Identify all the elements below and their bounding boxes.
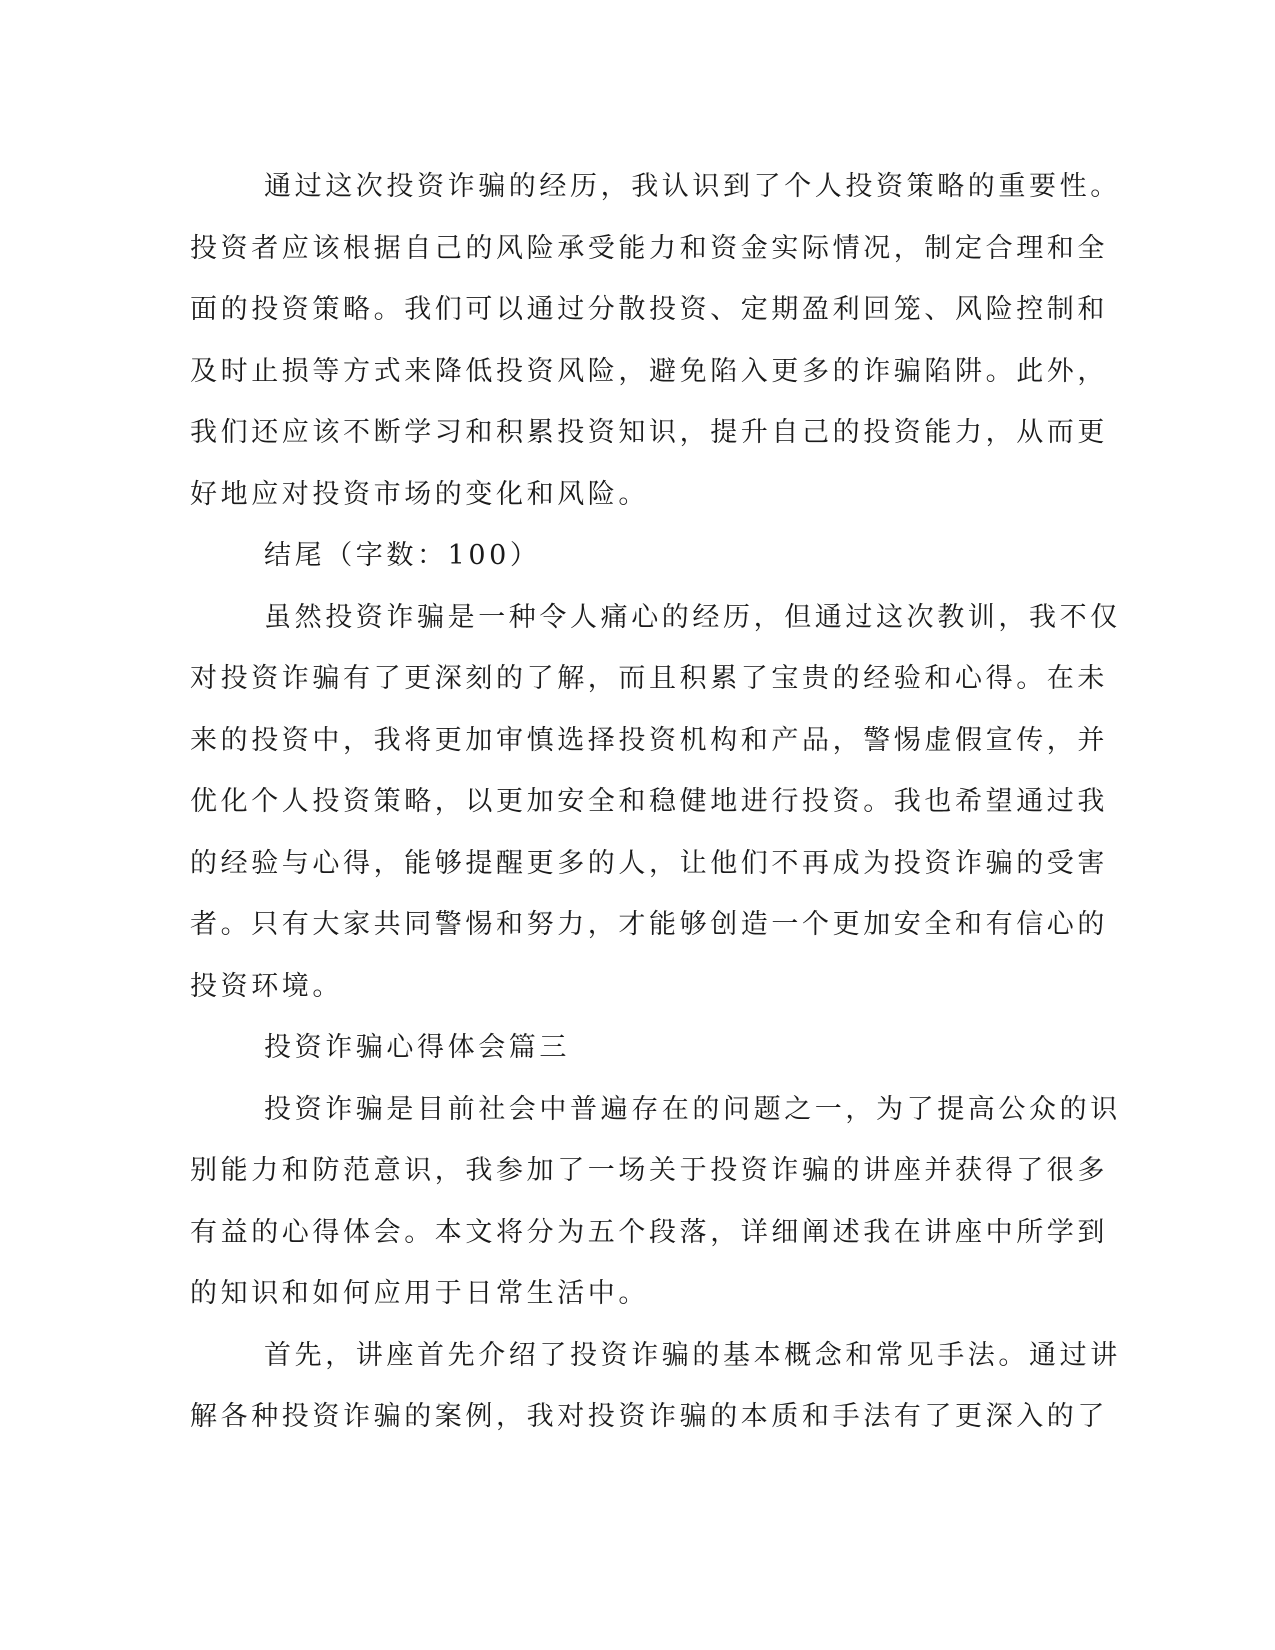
- paragraph-line: 的经验与心得，能够提醒更多的人，让他们不再成为投资诈骗的受害: [190, 847, 1108, 879]
- paragraph-line: 解各种投资诈骗的案例，我对投资诈骗的本质和手法有了更深入的了: [190, 1401, 1108, 1432]
- paragraph-line: 别能力和防范意识，我参加了一场关于投资诈骗的讲座并获得了很多: [190, 1155, 1108, 1186]
- paragraph-line: 通过这次投资诈骗的经历，我认识到了个人投资策略的重要性。: [264, 171, 1121, 202]
- section-heading: 结尾（字数：100）: [264, 540, 541, 571]
- document-body: [190, 156, 1121, 1448]
- paragraph-line: 者。只有大家共同警惕和努力，才能够创造一个更加安全和有信心的: [190, 909, 1108, 940]
- paragraph-line: 有益的心得体会。本文将分为五个段落，详细阐述我在讲座中所学到: [190, 1216, 1108, 1248]
- paragraph-line: 的知识和如何应用于日常生活中。: [190, 1278, 649, 1309]
- paragraph-line: 来的投资中，我将更加审慎选择投资机构和产品，警惕虚假宣传，并: [190, 724, 1108, 756]
- section-heading: 投资诈骗心得体会篇三: [264, 1032, 570, 1063]
- paragraph-line: 我们还应该不断学习和积累投资知识，提升自己的投资能力，从而更: [190, 417, 1108, 448]
- paragraph-line: 好地应对投资市场的变化和风险。: [190, 478, 649, 510]
- paragraph-line: 投资者应该根据自己的风险承受能力和资金实际情况，制定合理和全: [190, 232, 1108, 264]
- paragraph-line: 投资诈骗是目前社会中普遍存在的问题之一，为了提高公众的识: [264, 1093, 1121, 1125]
- paragraph-line: 面的投资策略。我们可以通过分散投资、定期盈利回笼、风险控制和: [190, 294, 1108, 325]
- paragraph-line: 优化个人投资策略，以更加安全和稳健地进行投资。我也希望通过我: [190, 786, 1108, 817]
- paragraph-line: 虽然投资诈骗是一种令人痛心的经历，但通过这次教训，我不仅: [264, 601, 1121, 633]
- paragraph-line: 对投资诈骗有了更深刻的了解，而且积累了宝贵的经验和心得。在未: [190, 663, 1108, 694]
- paragraph-line: 投资环境。: [190, 970, 343, 1002]
- paragraph-line: 及时止损等方式来降低投资风险，避免陷入更多的诈骗陷阱。此外，: [190, 355, 1108, 387]
- paragraph-line: 首先，讲座首先介绍了投资诈骗的基本概念和常见手法。通过讲: [264, 1339, 1121, 1371]
